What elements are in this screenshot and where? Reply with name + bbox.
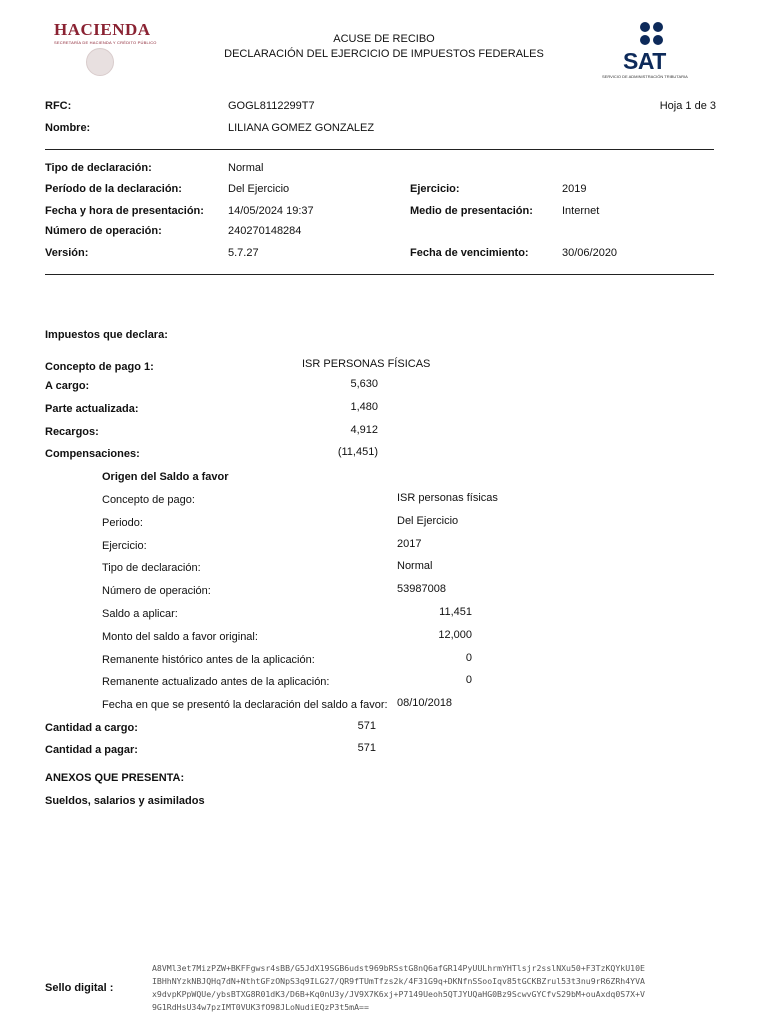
anexos-title: ANEXOS QUE PRESENTA:: [45, 772, 185, 784]
rfc-label: RFC:: [45, 100, 72, 112]
parte-value: 1,480: [350, 401, 378, 413]
origen-row-value: 53987008: [397, 583, 446, 595]
fecha-label: Fecha y hora de presentación:: [45, 205, 204, 217]
fecha-value: 14/05/2024 19:37: [228, 205, 314, 217]
a-cargo-value: 5,630: [350, 378, 378, 390]
hacienda-logo-text: HACIENDA: [54, 20, 151, 39]
parte-label: Parte actualizada:: [45, 403, 139, 415]
cantidad-pagar-label: Cantidad a pagar:: [45, 744, 138, 756]
origen-row-value: ISR personas físicas: [397, 492, 498, 504]
origen-row-label: Periodo:: [102, 517, 143, 529]
cantidad-cargo-label: Cantidad a cargo:: [45, 722, 138, 734]
origen-row-value: 0: [465, 674, 472, 686]
sello-line: x9dvpKPpWQUe/ybsBTXG8R01dK3/D6B+Kq0nU3y/JV9X7K6xj+P7149Ueoh5QTJYUQaHG0Bz9ScwvGYCfvS29bM+ouAxdq0S7X+V: [152, 989, 645, 999]
cantidad-pagar-value: 571: [357, 742, 376, 754]
origen-row-label: Saldo a aplicar:: [102, 608, 178, 620]
anexos-item: Sueldos, salarios y asimilados: [45, 795, 205, 807]
tipo-label: Tipo de declaración:: [45, 162, 152, 174]
cantidad-cargo-value: 571: [357, 720, 376, 732]
medio-value: Internet: [562, 205, 600, 217]
divider: [45, 274, 714, 275]
origen-row-value: 2017: [397, 538, 422, 550]
periodo-label: Período de la declaración:: [45, 183, 182, 195]
nombre-value: LILIANA GOMEZ GONZALEZ: [228, 122, 375, 134]
sello-label: Sello digital :: [45, 982, 114, 994]
origen-row-label: Ejercicio:: [102, 540, 147, 552]
origen-row-label: Tipo de declaración:: [102, 562, 201, 574]
numero-label: Número de operación:: [45, 225, 162, 237]
origen-row-value: Normal: [397, 560, 433, 572]
divider: [45, 149, 714, 150]
sello-line: A8VMl3et7MizPZW+BKFFgwsr4sBB/G5JdX19SGB6udst969bRSstG8nQ6afGR14PyUULhrmYHTlsjr2sslNXu50+F3TzKQYkU10E: [152, 963, 645, 973]
origen-row-value: 12,000: [438, 629, 472, 641]
recargos-label: Recargos:: [45, 426, 99, 438]
origen-row-label: Monto del saldo a favor original:: [102, 631, 258, 643]
compensaciones-label: Compensaciones:: [45, 448, 140, 460]
page-indicator: Hoja 1 de 3: [659, 100, 716, 112]
sat-logo-subtitle: SERVICIO DE ADMINISTRACIÓN TRIBUTARIA: [602, 74, 688, 79]
document-title: ACUSE DE RECIBO: [333, 33, 435, 45]
sello-line: 9G1RdHsU34w7pzIMT0VUK3fO98JLoNudiEQzP3t5mA==: [152, 1002, 369, 1012]
compensaciones-value: (11,451): [337, 446, 378, 458]
origen-row-label: Fecha en que se presentó la declaración del saldo a favor:: [102, 699, 388, 711]
version-label: Versión:: [45, 247, 89, 259]
hacienda-logo-subtitle: SECRETARÍA DE HACIENDA Y CRÉDITO PÚBLICO: [54, 40, 157, 45]
concepto-label: Concepto de pago 1:: [45, 361, 154, 373]
sello-digital: [152, 962, 645, 1014]
impuestos-title: Impuestos que declara:: [45, 329, 168, 341]
sat-dot-icon: [653, 22, 663, 32]
tipo-value: Normal: [228, 162, 264, 174]
a-cargo-label: A cargo:: [45, 380, 90, 392]
concepto-value: ISR PERSONAS FÍSICAS: [302, 358, 431, 370]
origen-row-value: 0: [465, 652, 472, 664]
periodo-value: Del Ejercicio: [228, 183, 290, 195]
vencimiento-value: 30/06/2020: [562, 247, 618, 259]
origen-row-label: Remanente histórico antes de la aplicación:: [102, 654, 315, 666]
sat-dot-icon: [640, 22, 650, 32]
origen-row-value: Del Ejercicio: [397, 515, 459, 527]
ejercicio-value: 2019: [562, 183, 587, 195]
ejercicio-label: Ejercicio:: [410, 183, 460, 195]
vencimiento-label: Fecha de vencimiento:: [410, 247, 529, 259]
origen-row-label: Concepto de pago:: [102, 494, 195, 506]
origen-row-value: 08/10/2018: [397, 697, 453, 709]
sat-logo-text: SAT: [623, 48, 666, 74]
sello-line: IBHhNYzkNBJQHq7dN+NthtGFzONpS3q9ILG27/QR9fTUmTfzs2k/4F31G9q+DKNfnSSooIqv85tGCKBZrul53t3nu9rR6ZRh4YVA: [152, 976, 645, 986]
rfc-value: GOGL8112299T7: [228, 100, 315, 112]
origen-row-value: 11,451: [439, 606, 472, 618]
recargos-value: 4,912: [350, 424, 378, 436]
numero-value: 240270148284: [228, 225, 302, 237]
medio-label: Medio de presentación:: [410, 205, 533, 217]
origen-row-label: Número de operación:: [102, 585, 211, 597]
version-value: 5.7.27: [228, 247, 259, 259]
origen-row-label: Remanente actualizado antes de la aplicación:: [102, 676, 330, 688]
origen-title: Origen del Saldo a favor: [102, 471, 229, 483]
document-subtitle: DECLARACIÓN DEL EJERCICIO DE IMPUESTOS FEDERALES: [224, 48, 544, 60]
nombre-label: Nombre:: [45, 122, 91, 134]
